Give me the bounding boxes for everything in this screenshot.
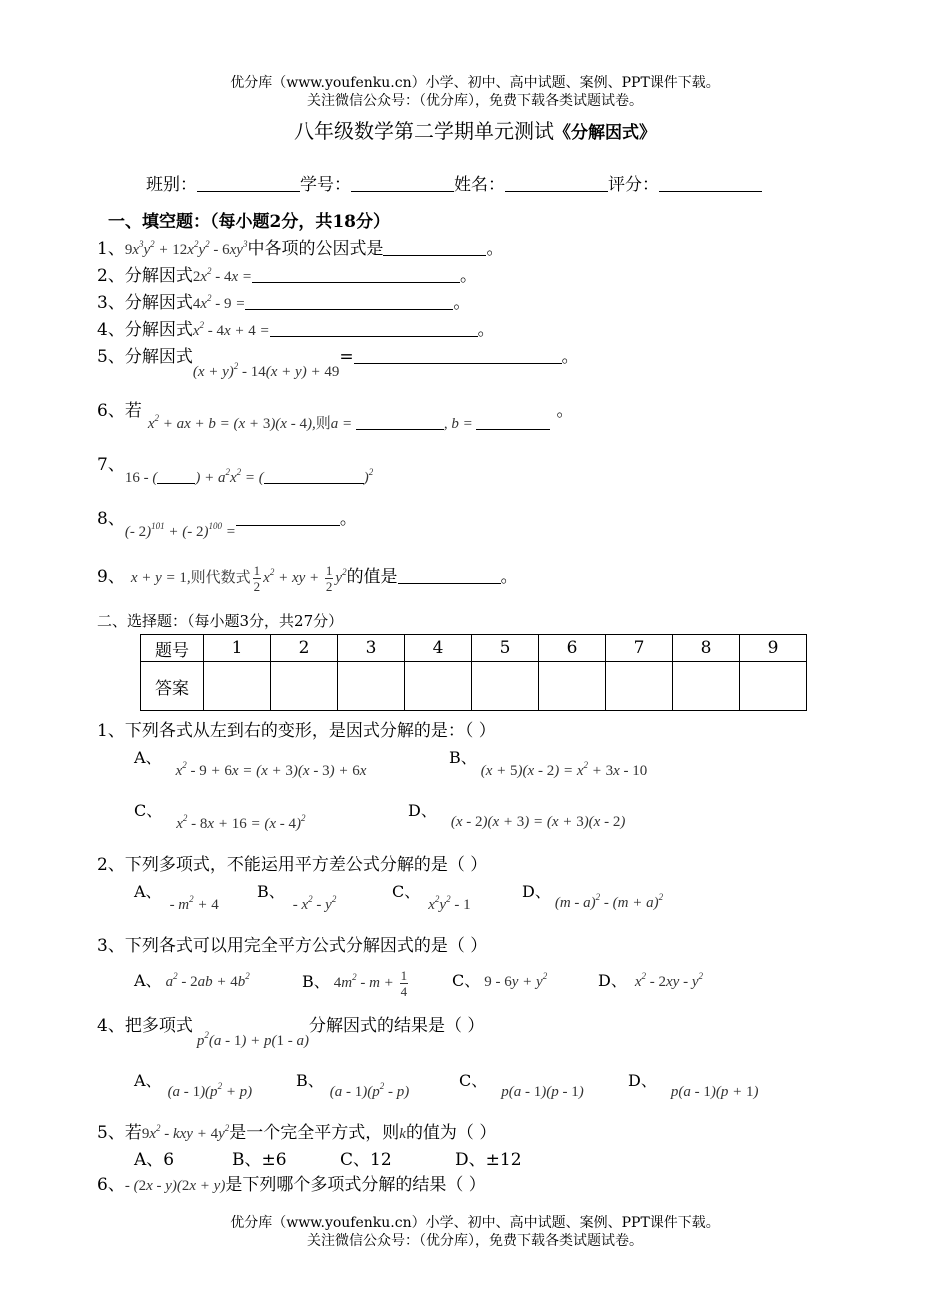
section2-heading: 二、选择题：（每小题3分，共27分）: [97, 612, 344, 630]
answer-cell[interactable]: [539, 662, 606, 711]
class-field[interactable]: [197, 175, 300, 192]
q-text-2: 的值是: [346, 567, 398, 587]
q2-option-c[interactable]: [392, 879, 471, 913]
q-end: 。: [500, 567, 518, 587]
option-label: A、: [134, 1071, 162, 1090]
answer-table: [140, 634, 807, 711]
q3-option-b[interactable]: [302, 968, 410, 999]
q4-option-a[interactable]: [134, 1068, 253, 1100]
formula: $x^2 - 8x + 16 = (x - 4)^2$: [176, 813, 306, 832]
fill-q4: [97, 315, 495, 340]
score-field[interactable]: [659, 175, 762, 192]
q3-option-a[interactable]: [134, 968, 250, 991]
table-answer-label: 答案: [141, 662, 204, 711]
formula: p(a - 1)(p - 1): [501, 1084, 584, 1100]
q-text: 分解因式: [124, 347, 193, 367]
formula: $x^2$ + ax + b = (x + 3)(x - 4),则a = , b =: [148, 416, 551, 432]
q-text: 分解因式: [124, 320, 193, 340]
option-label: B、: [449, 748, 477, 767]
q1-option-a[interactable]: [134, 745, 367, 779]
option-label: D、: [598, 971, 627, 990]
option-label: A、: [134, 971, 162, 990]
formula: $(m - a)^2 - (m + a)^2$: [554, 892, 664, 911]
table-col: 4: [405, 635, 472, 662]
q-num: 9、: [97, 567, 125, 587]
option-label: C、: [392, 882, 421, 901]
choice-q4: [97, 1011, 485, 1049]
q-end: 。: [460, 266, 478, 286]
q3-option-c[interactable]: [452, 968, 547, 991]
q-end: 。: [453, 293, 471, 313]
fill-q7: [97, 450, 374, 486]
q-text: 则代数式: [190, 570, 251, 586]
option-label: B、: [296, 1071, 324, 1090]
q-text-2: 是下列哪个多项式分解的结果（ ）: [225, 1175, 486, 1195]
answer-cell[interactable]: [405, 662, 472, 711]
q5-option-b[interactable]: B、±6: [232, 1150, 287, 1170]
q-end: 。: [561, 347, 579, 367]
answer-cell[interactable]: [204, 662, 271, 711]
page-title: [0, 115, 950, 144]
formula: $9 - 6y + y^2$: [484, 971, 548, 990]
fill-q5: [97, 342, 579, 380]
formula: $x^2 - 4x + 4$ =: [192, 320, 270, 339]
table-col: 5: [472, 635, 539, 662]
table-col: 6: [539, 635, 606, 662]
footer-line-1: 优分库（www.youfenku.cn）小学、初中、高中试题、案例、PPT课件下载。: [230, 1215, 720, 1231]
answer-cell[interactable]: [338, 662, 405, 711]
blank-1[interactable]: [157, 467, 195, 484]
table-col: 8: [673, 635, 740, 662]
fill-q9: [97, 562, 518, 594]
q5-option-c[interactable]: C、12: [340, 1150, 392, 1170]
fill-q6: [97, 396, 574, 432]
title-main: 八年级数学第二学期单元测试: [294, 119, 554, 143]
q5-option-d[interactable]: D、±12: [455, 1150, 522, 1170]
answer-blank[interactable]: [270, 320, 478, 337]
blank-b[interactable]: [476, 413, 550, 430]
formula: $x^2y^2 - 1$: [428, 894, 471, 913]
fill-q8: [97, 504, 357, 540]
q-text-3: 的值为（ ）: [405, 1123, 497, 1143]
q-end: 。: [486, 239, 504, 259]
formula: $x^2 - 2xy - y^2$: [634, 971, 703, 990]
answer-cell[interactable]: [740, 662, 807, 711]
score-label: 评分：: [608, 175, 659, 195]
formula: $2x^2 - 4x$ =: [192, 266, 253, 285]
q1-option-c[interactable]: [134, 798, 306, 832]
formula: $p^2(a - 1) + p(1 - a)$: [196, 1030, 309, 1049]
q1-option-d[interactable]: [408, 798, 626, 830]
table-col: 7: [606, 635, 673, 662]
fill-q1: [97, 234, 503, 259]
formula: - (2x - y)(2x + y): [124, 1178, 226, 1194]
blank-2[interactable]: [264, 467, 364, 484]
option-label: A、: [134, 748, 162, 767]
formula: - $x^2 - y^2$: [292, 894, 337, 913]
formula: x + y = 1,则代数式 $\frac{1}{2}$ $x^2$ + xy + $\frac{1}{2}$ $y^2$: [130, 563, 347, 595]
formula: (x - 2)(x + 3) = (x + 3)(x - 2): [450, 814, 626, 830]
q-text: 4、把多项式: [97, 1016, 193, 1036]
q-text: 中各项的公因式是: [247, 239, 384, 259]
option-label: D、: [408, 801, 437, 820]
table-header-row: [141, 635, 807, 662]
q-text: 若: [124, 401, 142, 421]
formula: (- 2)$^{101}$ + (- 2)$^{100}$ =: [124, 521, 236, 540]
formula: $(a - 1)(p^2 + p)$: [167, 1081, 253, 1100]
formula: $(a - 1)(p^2 - p)$: [329, 1081, 410, 1100]
choice-q3: 3、下列各式可以用完全平方公式分解因式的是（ ）: [97, 936, 488, 956]
choice-q5: [97, 1118, 496, 1143]
table-col: 9: [740, 635, 807, 662]
option-label: D、: [522, 882, 551, 901]
q-text-2: 是一个完全平方式，则: [229, 1123, 400, 1143]
answer-blank[interactable]: [252, 266, 460, 283]
q-num: 2、: [97, 266, 125, 286]
q-num: 8、: [97, 509, 125, 529]
q-text: 5、若: [97, 1123, 142, 1143]
answer-cell[interactable]: [271, 662, 338, 711]
option-label: C、: [134, 801, 163, 820]
option-label: C、: [452, 971, 481, 990]
q-end: 。: [556, 401, 574, 421]
table-header-label: 题号: [141, 635, 204, 662]
table-answer-row: [141, 662, 807, 711]
q-text: 分解因式: [124, 293, 193, 313]
q2-option-d[interactable]: [522, 879, 664, 911]
q-text-2: 分解因式的结果是（ ）: [308, 1016, 485, 1036]
answer-blank[interactable]: [398, 567, 501, 584]
formula: $9x^3y^2 + 12x^2y^2 - 6xy^3$: [124, 239, 248, 258]
formula: $4m^2$ - m + $\frac{1}{4}$: [333, 968, 408, 999]
var-k: k: [399, 1126, 406, 1142]
q-num: 7、: [97, 455, 125, 475]
answer-cell[interactable]: [606, 662, 673, 711]
table-col: 2: [271, 635, 338, 662]
q-num: 5、: [97, 347, 125, 367]
q-text: 分解因式: [124, 266, 193, 286]
answer-blank[interactable]: [236, 509, 340, 526]
table-col: 1: [204, 635, 271, 662]
class-label: 班别：: [146, 175, 197, 195]
formula: 16 - ( ) + $a^2x^2$ = ( )$^2$: [124, 467, 374, 486]
name-label: 姓名：: [454, 175, 505, 195]
number-field[interactable]: [351, 175, 454, 192]
answer-cell[interactable]: [673, 662, 740, 711]
q-num: 6、: [97, 401, 125, 421]
formula: $(x + y)^2 - 14(x + y) + 49$: [192, 361, 340, 380]
option-label: D、: [628, 1071, 657, 1090]
q2-option-a[interactable]: [134, 879, 219, 913]
name-field[interactable]: [505, 175, 608, 192]
q4-option-b[interactable]: [296, 1068, 410, 1100]
q1-option-b[interactable]: [449, 745, 648, 779]
formula: $9x^2$ - kxy + $4y^2$: [141, 1123, 230, 1142]
student-info-row: [146, 170, 762, 195]
title-sub: 《分解因式》: [554, 123, 656, 143]
q5-option-a[interactable]: A、6: [134, 1150, 175, 1170]
equals: =: [339, 347, 354, 367]
section1-heading: 一、填空题：（每小题2分，共18分）: [108, 212, 390, 232]
fill-q3: [97, 288, 470, 313]
choice-q6: [97, 1170, 486, 1195]
answer-blank[interactable]: [354, 347, 562, 364]
fill-q2: [97, 261, 477, 286]
option-label: B、: [302, 971, 330, 991]
q-num: 4、: [97, 320, 125, 340]
blank-a[interactable]: [356, 413, 444, 430]
q3-option-d[interactable]: [598, 968, 703, 991]
q-num: 1、: [97, 239, 125, 259]
q-text-2: 则: [315, 416, 331, 432]
footer-line-2: 关注微信公众号：（优分库），免费下载各类试题试卷。: [307, 1233, 643, 1249]
option-label: C、: [459, 1071, 488, 1090]
formula: $a^2 - 2ab + 4b^2$: [165, 971, 250, 990]
option-label: B、: [257, 882, 285, 901]
formula: p(a - 1)(p + 1): [670, 1084, 759, 1100]
table-col: 3: [338, 635, 405, 662]
option-label: A、: [134, 882, 162, 901]
formula: $(x + 5)(x - 2) = x^2 + 3x - 10$: [480, 760, 648, 779]
choice-q1: 1、下列各式从左到右的变形，是因式分解的是：（ ）: [97, 721, 496, 741]
formula: $4x^2 - 9$ =: [192, 293, 246, 312]
formula: $x^2 - 9 + 6x = (x + 3)(x - 3) + 6x$: [175, 760, 367, 779]
choice-q2: 2、下列多项式，不能运用平方差公式分解的是（ ）: [97, 855, 488, 875]
number-label: 学号：: [300, 175, 351, 195]
answer-blank[interactable]: [383, 239, 486, 256]
q4-option-d[interactable]: [628, 1068, 759, 1100]
header-line-2: 关注微信公众号：（优分库），免费下载各类试题试卷。: [307, 93, 643, 109]
q-num: 3、: [97, 293, 125, 313]
q4-option-c[interactable]: [459, 1068, 584, 1100]
answer-blank[interactable]: [245, 293, 453, 310]
formula: - $m^2 + 4$: [169, 894, 219, 913]
header-line-1: 优分库（www.youfenku.cn）小学、初中、高中试题、案例、PPT课件下载。: [230, 75, 720, 91]
q-end: 。: [339, 509, 357, 529]
q-text: 6、: [97, 1175, 125, 1195]
q-end: 。: [477, 320, 495, 340]
q2-option-b[interactable]: [257, 879, 337, 913]
answer-cell[interactable]: [472, 662, 539, 711]
